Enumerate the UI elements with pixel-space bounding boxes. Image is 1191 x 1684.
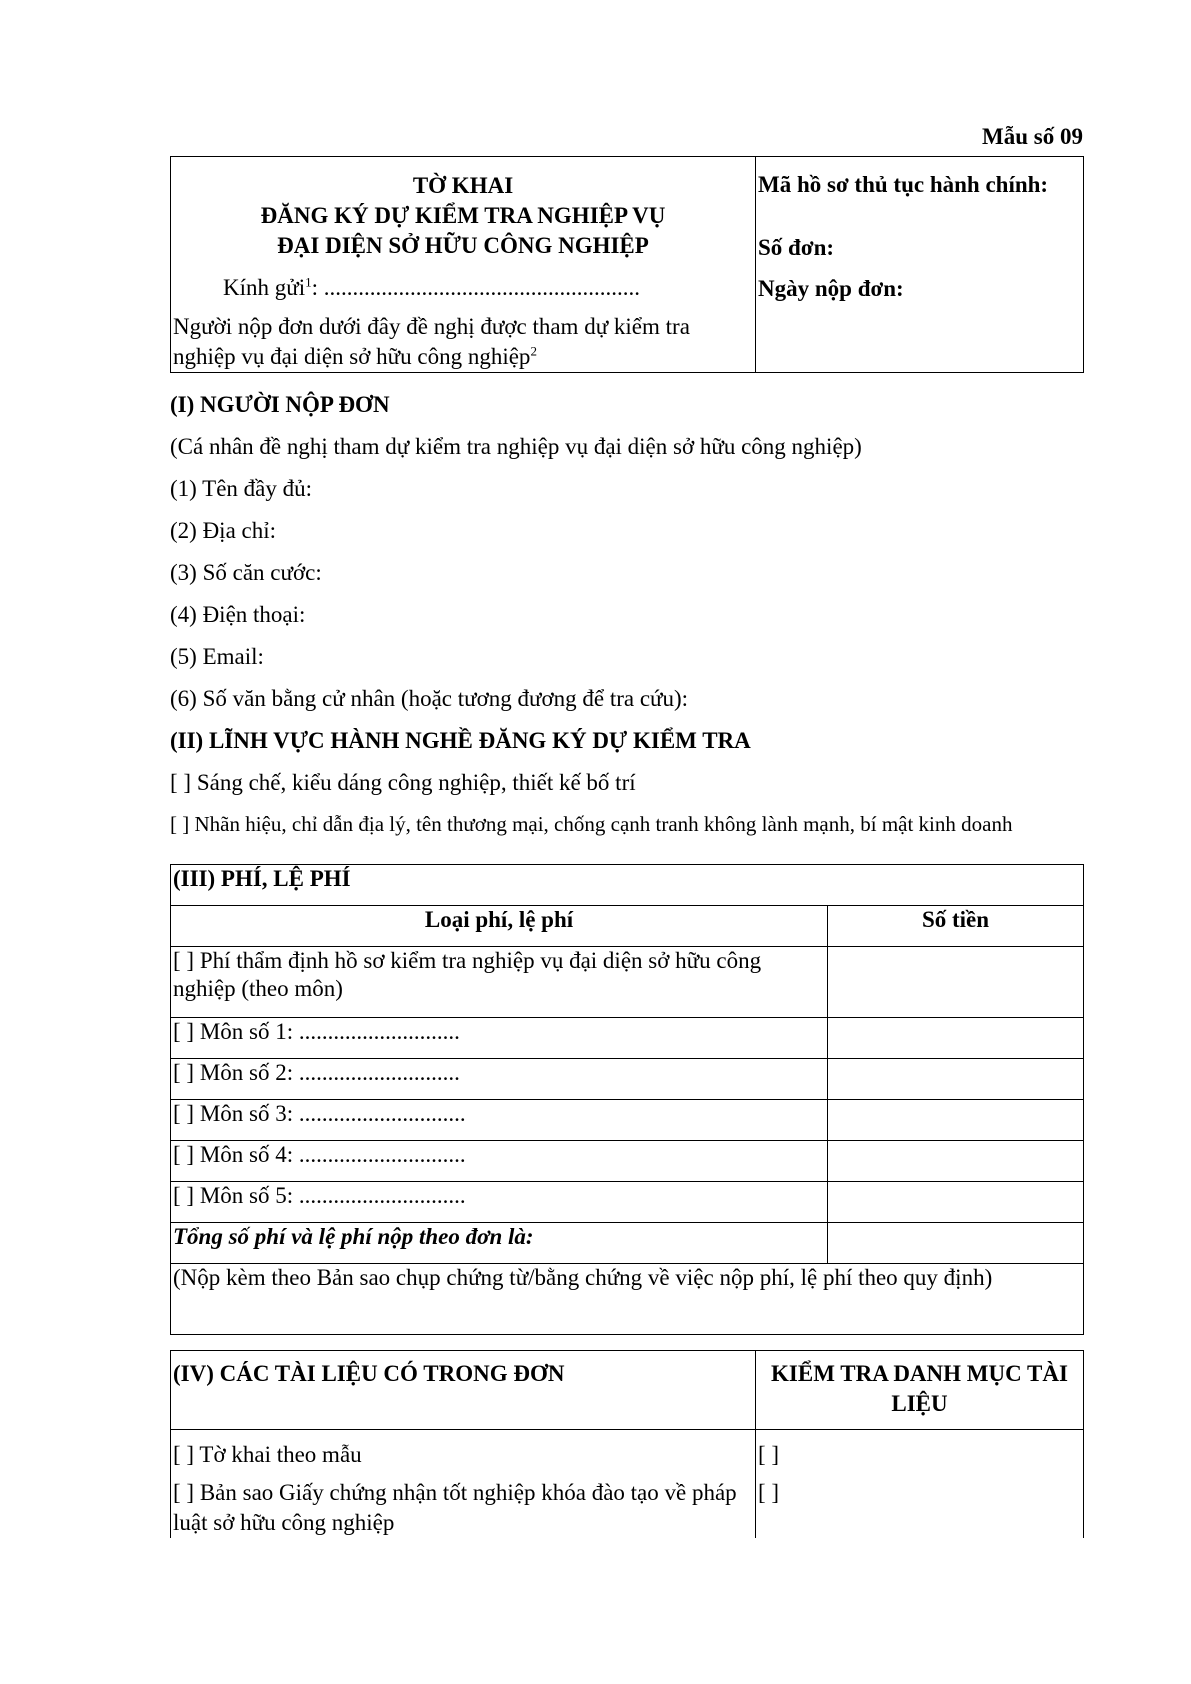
so-don-label: Số đơn:: [758, 235, 835, 260]
fee-row-amount: [828, 1182, 1084, 1223]
kinh-gui-label: Kính gửi: [223, 275, 306, 300]
table-row: [171, 1018, 1084, 1059]
table-row: [171, 1470, 1084, 1538]
section-1-subtitle: (Cá nhân đề nghị tham dự kiểm tra nghiệp vụ đại diện sở hữu công nghiệp): [170, 434, 862, 459]
fee-total-amount: [828, 1223, 1084, 1264]
table-row: [171, 1430, 1084, 1471]
field-address: (2) Địa chỉ:: [170, 518, 277, 543]
fee-row-label[interactable]: [ ] Môn số 4: .............................: [171, 1141, 828, 1182]
title-line-1: TỜ KHAI: [412, 173, 514, 198]
fee-row-label[interactable]: [ ] Môn số 3: .............................: [171, 1100, 828, 1141]
fee-row-label[interactable]: [ ] Môn số 5: .............................: [171, 1182, 828, 1223]
section-2-title: (II) LĨNH VỰC HÀNH NGHỀ ĐĂNG KÝ DỰ KIỂM TRA: [170, 728, 751, 753]
footnote-2-ref: 2: [530, 343, 537, 359]
document-check-header: KIỂM TRA DANH MỤC TÀI LIỆU: [756, 1351, 1084, 1430]
kinh-gui-line: [173, 274, 753, 302]
field-email: (5) Email:: [170, 644, 264, 669]
field-phone: (4) Điện thoại:: [170, 602, 306, 627]
fee-col-amount: Số tiền: [828, 906, 1084, 947]
fee-row-label[interactable]: [ ] Môn số 2: ............................: [171, 1059, 828, 1100]
practice-option-patent[interactable]: [ ] Sáng chế, kiểu dáng công nghiệp, thiết kế bố trí: [170, 770, 636, 795]
practice-option-trademark[interactable]: [ ] Nhãn hiệu, chỉ dẫn địa lý, tên thương mại, chống cạnh tranh không lành mạnh, bí mật kinh doanh: [170, 812, 1013, 836]
documents-table: [170, 1350, 1084, 1538]
ma-ho-so-label: Mã hồ sơ thủ tục hành chính:: [758, 172, 1049, 197]
table-row: [171, 1100, 1084, 1141]
header-right-cell: [756, 157, 1084, 373]
header-left-cell: [171, 157, 756, 373]
section-4-title: (IV) CÁC TÀI LIỆU CÓ TRONG ĐƠN: [171, 1351, 756, 1430]
table-row: [171, 1059, 1084, 1100]
fee-row-amount: [828, 1100, 1084, 1141]
document-item-label[interactable]: [ ] Tờ khai theo mẫu: [171, 1430, 756, 1471]
kinh-gui-dots: : .......................................................: [311, 275, 640, 300]
header-box: [170, 156, 1084, 373]
fee-total-label: Tổng số phí và lệ phí nộp theo đơn là:: [171, 1223, 828, 1264]
field-full-name: (1) Tên đầy đủ:: [170, 476, 313, 501]
document-item-check[interactable]: [ ]: [756, 1430, 1084, 1471]
field-degree-number: (6) Số văn bằng cử nhân (hoặc tương đương để tra cứu):: [170, 686, 689, 711]
fee-row-amount: [828, 1018, 1084, 1059]
fee-row-label[interactable]: [ ] Môn số 1: ............................: [171, 1018, 828, 1059]
form-title: [173, 157, 753, 261]
ngay-nop-don-label: Ngày nộp đơn:: [758, 276, 904, 301]
section-1-title: (I) NGƯỜI NỘP ĐƠN: [170, 392, 390, 417]
document-item-check[interactable]: [ ]: [756, 1470, 1084, 1538]
table-row: [171, 1223, 1084, 1264]
document-item-label[interactable]: [ ] Bản sao Giấy chứng nhận tốt nghiệp khóa đào tạo về pháp luật sở hữu công nghiệp: [171, 1470, 756, 1538]
table-row: [171, 1141, 1084, 1182]
table-row: [171, 1182, 1084, 1223]
footnote-1-ref: 1: [305, 274, 312, 290]
fee-row-amount: [828, 947, 1084, 1018]
table-row: [171, 947, 1084, 1018]
section-3-title: (III) PHÍ, LỆ PHÍ: [171, 865, 1084, 906]
field-id-number: (3) Số căn cước:: [170, 560, 322, 585]
fee-col-type: Loại phí, lệ phí: [171, 906, 828, 947]
title-line-2: ĐĂNG KÝ DỰ KIỂM TRA NGHIỆP VỤ: [260, 203, 666, 228]
intro-text: [173, 312, 753, 372]
fee-row-amount: [828, 1059, 1084, 1100]
fee-row-label[interactable]: [ ] Phí thẩm định hồ sơ kiểm tra nghiệp vụ đại diện sở hữu công nghiệp (theo môn): [171, 947, 828, 1018]
title-line-3: ĐẠI DIỆN SỞ HỮU CÔNG NGHIỆP: [277, 233, 649, 258]
fee-table: [170, 864, 1084, 1335]
fee-row-amount: [828, 1141, 1084, 1182]
fee-note: (Nộp kèm theo Bản sao chụp chứng từ/bằng chứng về việc nộp phí, lệ phí theo quy định): [171, 1264, 1084, 1335]
form-number: Mẫu số 09: [982, 124, 1083, 149]
intro-text-body: Người nộp đơn dưới đây đề nghị được tham dự kiểm tra nghiệp vụ đại diện sở hữu công nghiệp: [173, 314, 690, 369]
